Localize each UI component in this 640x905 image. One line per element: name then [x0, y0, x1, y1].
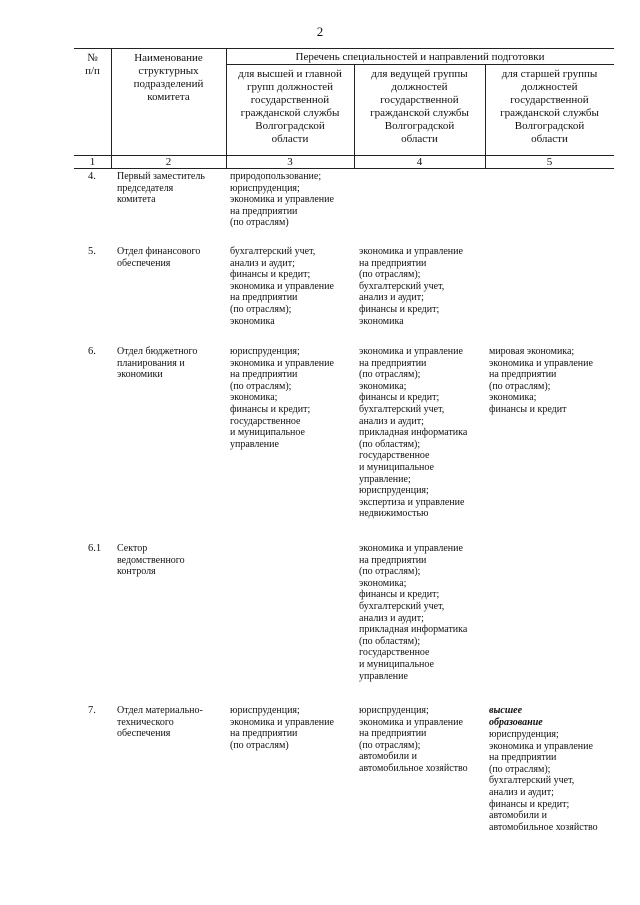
column-number-4: 4 — [416, 156, 423, 168]
row-specialties-higher: природопользование; юриспруденция; экономика и управление на предприятии (по отраслям) — [230, 171, 334, 229]
page-number: 2 — [316, 24, 324, 39]
row-specialties-leading: юриспруденция; экономика и управление на предприятии (по отраслям); автомобили и автомобильное хозяйство — [359, 705, 468, 774]
row-specialties-senior: мировая экономика; экономика и управление на предприятии (по отраслям); экономика; финансы и кредит — [489, 346, 593, 415]
row-unit-name: Сектор ведомственного контроля — [117, 543, 185, 578]
row-number: 6.1 — [88, 543, 102, 554]
row-unit-name: Отдел финансового обеспечения — [117, 246, 201, 269]
colnum-bottom-rule — [74, 168, 614, 169]
row-unit-name: Отдел материально- технического обеспечения — [117, 705, 203, 740]
row-number: 5. — [88, 246, 96, 257]
column-number-1: 1 — [89, 156, 96, 168]
row-unit-name: Первый заместитель председателя комитета — [117, 171, 205, 206]
row-specialties-leading: экономика и управление на предприятии (по отраслям); бухгалтерский учет, анализ и аудит; финансы и кредит; экономика — [359, 246, 463, 327]
column-number-3: 3 — [287, 156, 293, 168]
row-number: 4. — [88, 171, 96, 182]
row-specialties-higher: юриспруденция; экономика и управление на предприятии (по отраслям) — [230, 705, 334, 751]
row-senior-education-note: высшее образование — [489, 705, 543, 728]
row-unit-name: Отдел бюджетного планирования и экономики — [117, 346, 198, 381]
row-specialties-leading: экономика и управление на предприятии (по отраслям); экономика; финансы и кредит; бухгалтерский учет, анализ и аудит; прикладная информатика (по областям); государственное и муниципальное управление; юриспруденция; экспертиза и управление недвижимостью — [359, 346, 468, 520]
row-specialties-leading: экономика и управление на предприятии (по отраслям); экономика; финансы и кредит; бухгалтерский учет, анализ и аудит; прикладная информатика (по областям); государственное и муниципальное управление — [359, 543, 468, 682]
row-specialties-higher: бухгалтерский учет, анализ и аудит; финансы и кредит; экономика и управление на предприятии (по отраслям); экономика — [230, 246, 334, 327]
header-list-title: Перечень специальностей и направлений подготовки — [295, 51, 545, 63]
header-no: № п/п — [85, 52, 100, 77]
header-col-senior: для старшей группы должностей государственной гражданской службы Волгоградской области — [500, 68, 599, 145]
table-top-border — [74, 48, 614, 49]
row-number: 6. — [88, 346, 96, 357]
row-number: 7. — [88, 705, 96, 716]
row-specialties-senior: юриспруденция; экономика и управление на предприятии (по отраслям); бухгалтерский учет, анализ и аудит; финансы и кредит; автомобили и автомобильное хозяйство — [489, 729, 598, 833]
header-name: Наименование структурных подразделений комитета — [133, 52, 204, 103]
column-number-5: 5 — [546, 156, 553, 168]
row-specialties-higher: юриспруденция; экономика и управление на предприятии (по отраслям); экономика; финансы и кредит; государственное и муниципальное управление — [230, 346, 334, 450]
column-number-2: 2 — [165, 156, 172, 168]
header-subrule — [226, 64, 614, 65]
header-col-leading: для ведущей группы должностей государственной гражданской службы Волгоградской области — [370, 68, 469, 145]
header-col-higher: для высшей и главной групп должностей государственной гражданской службы Волгоградской области — [238, 68, 342, 145]
